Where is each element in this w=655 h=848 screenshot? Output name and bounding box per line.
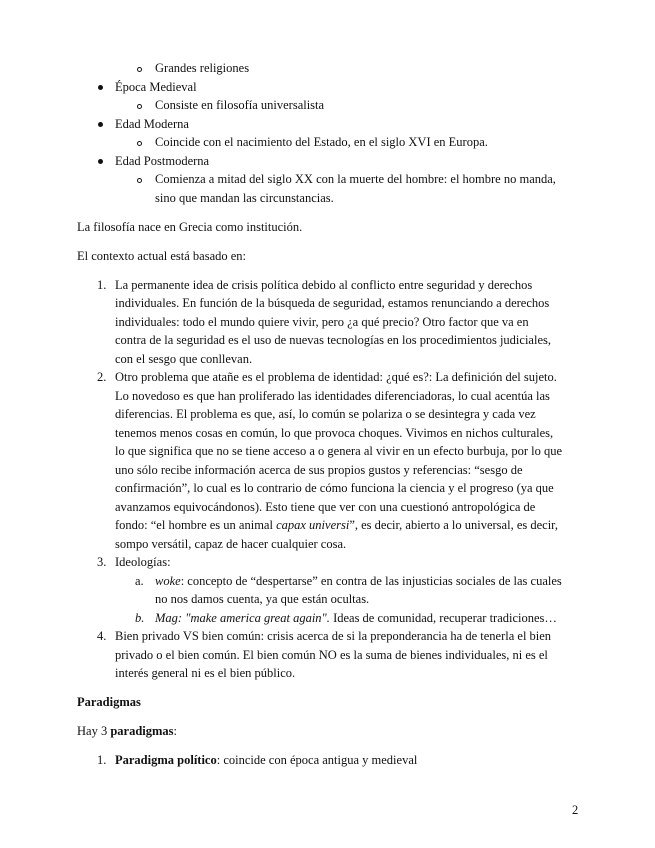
sub-bullet-icon [137,104,142,109]
list-item: Época Medieval [115,80,197,94]
paragraph-line: individuales: todo el mundo quiere vivir, pero ¿a qué precio? Otro factor que va en [115,315,529,329]
paragraph-line [155,572,562,590]
list-item-continuation: sino que mandan las circunstancias. [155,191,334,205]
paragraph-line: Lo novedoso es que han proliferado las identidades diferenciadoras, lo cual acentúa las [115,389,550,403]
bold-text: paradigmas [110,724,174,738]
paragraph-line [115,751,417,769]
paragraph-line: Otro problema que atañe es el problema de identidad: ¿qué es?: La definición del sujeto. [115,370,557,384]
paragraph-line: La permanente idea de crisis política debido al conflicto entre seguridad y derechos [115,278,533,292]
paragraph-line: contra de la seguridad es el uso de nuevas tecnologías en los procedimientos judiciales, [115,333,551,347]
paragraph [77,722,177,740]
paragraph-line: confirmación”, lo cual es lo contrario de cómo funciona la ciencia y el progreso (ya que [115,481,554,495]
italic-text: Mag: "make america great again". [155,611,330,625]
paragraph-line: con el sesgo que conllevan. [115,352,253,366]
paragraph-line: sompo versátil, capaz de hacer cualquier cosa. [115,537,347,551]
paragraph-line: avanzamos equivocándonos). Esto tiene que ver con una cuestionó antropológica de [115,500,536,514]
italic-text: capax universi [276,518,350,532]
page-number: 2 [572,803,579,817]
list-number: 1. [97,753,107,767]
bullet-icon [98,85,103,90]
bullet-icon [98,159,103,164]
paragraph-line [115,516,558,534]
paragraph-line: Bien privado VS bien común: crisis acerca de si la preponderancia ha de tenerla el bien [115,629,552,643]
list-number: 1. [97,278,107,292]
paragraph-line: uno sólo recibe información acerca de sus propios gustos y referencias: “sesgo de [115,463,523,477]
list-item: Comienza a mitad del siglo XX con la muerte del hombre: el hombre no manda, [155,172,556,186]
paragraph: La filosofía nace en Grecia como institución. [77,220,303,234]
sub-list-marker: b. [135,611,145,625]
section-heading: Paradigmas [77,695,141,709]
list-item: Coincide con el nacimiento del Estado, en el siglo XVI en Europa. [155,135,488,149]
paragraph-line [155,609,557,627]
bold-text: Paradigma político [115,753,217,767]
paragraph-line: privado o el bien común. El bien común NO es la suma de bienes individuales, ni es el [115,648,548,662]
italic-text: woke [155,574,181,588]
paragraph-line: interés general ni es el bien público. [115,666,296,680]
sub-bullet-icon [137,178,142,183]
text-run: Ideas de comunidad, recuperar tradiciones… [329,611,557,625]
sub-bullet-icon [137,67,142,72]
list-number: 4. [97,629,107,643]
text-run: Hay 3 [77,724,111,738]
sub-bullet-icon [137,141,142,146]
sub-list-marker: a. [135,574,144,588]
text-run: ”, es decir, abierto a lo universal, es decir, [349,518,558,532]
text-run: : [173,724,178,738]
text-run: fondo: “el hombre es un animal [115,518,277,532]
list-number: 3. [97,555,107,569]
paragraph-line: individuales. En función de la búsqueda de seguridad, estamos renunciando a derechos [115,296,550,310]
bullet-icon [98,122,103,127]
paragraph-line: Ideologías: [115,555,171,569]
paragraph-line: no nos damos cuenta, ya que están ocultas. [155,592,370,606]
list-item: Edad Postmoderna [115,154,210,168]
list-item: Edad Moderna [115,117,189,131]
list-item: Consiste en filosofía universalista [155,98,325,112]
paragraph-line: tenemos menos cosas en común, lo que provoca choques. Vivimos en nichos culturales, [115,426,554,440]
text-run: : concepto de “despertarse” en contra de las injusticias sociales de las cuales [180,574,562,588]
list-item: Grandes religiones [155,61,250,75]
paragraph: El contexto actual está basado en: [77,249,247,263]
paragraph-line: lo que significa que no se tiene acceso a o genera al vivir en un efecto burbuja, por lo que [115,444,563,458]
text-run: : coincide con época antigua y medieval [216,753,418,767]
paragraph-line: diferencias. El problema es que, así, lo común se polariza o se desintegra y cada vez [115,407,536,421]
list-number: 2. [97,370,107,384]
